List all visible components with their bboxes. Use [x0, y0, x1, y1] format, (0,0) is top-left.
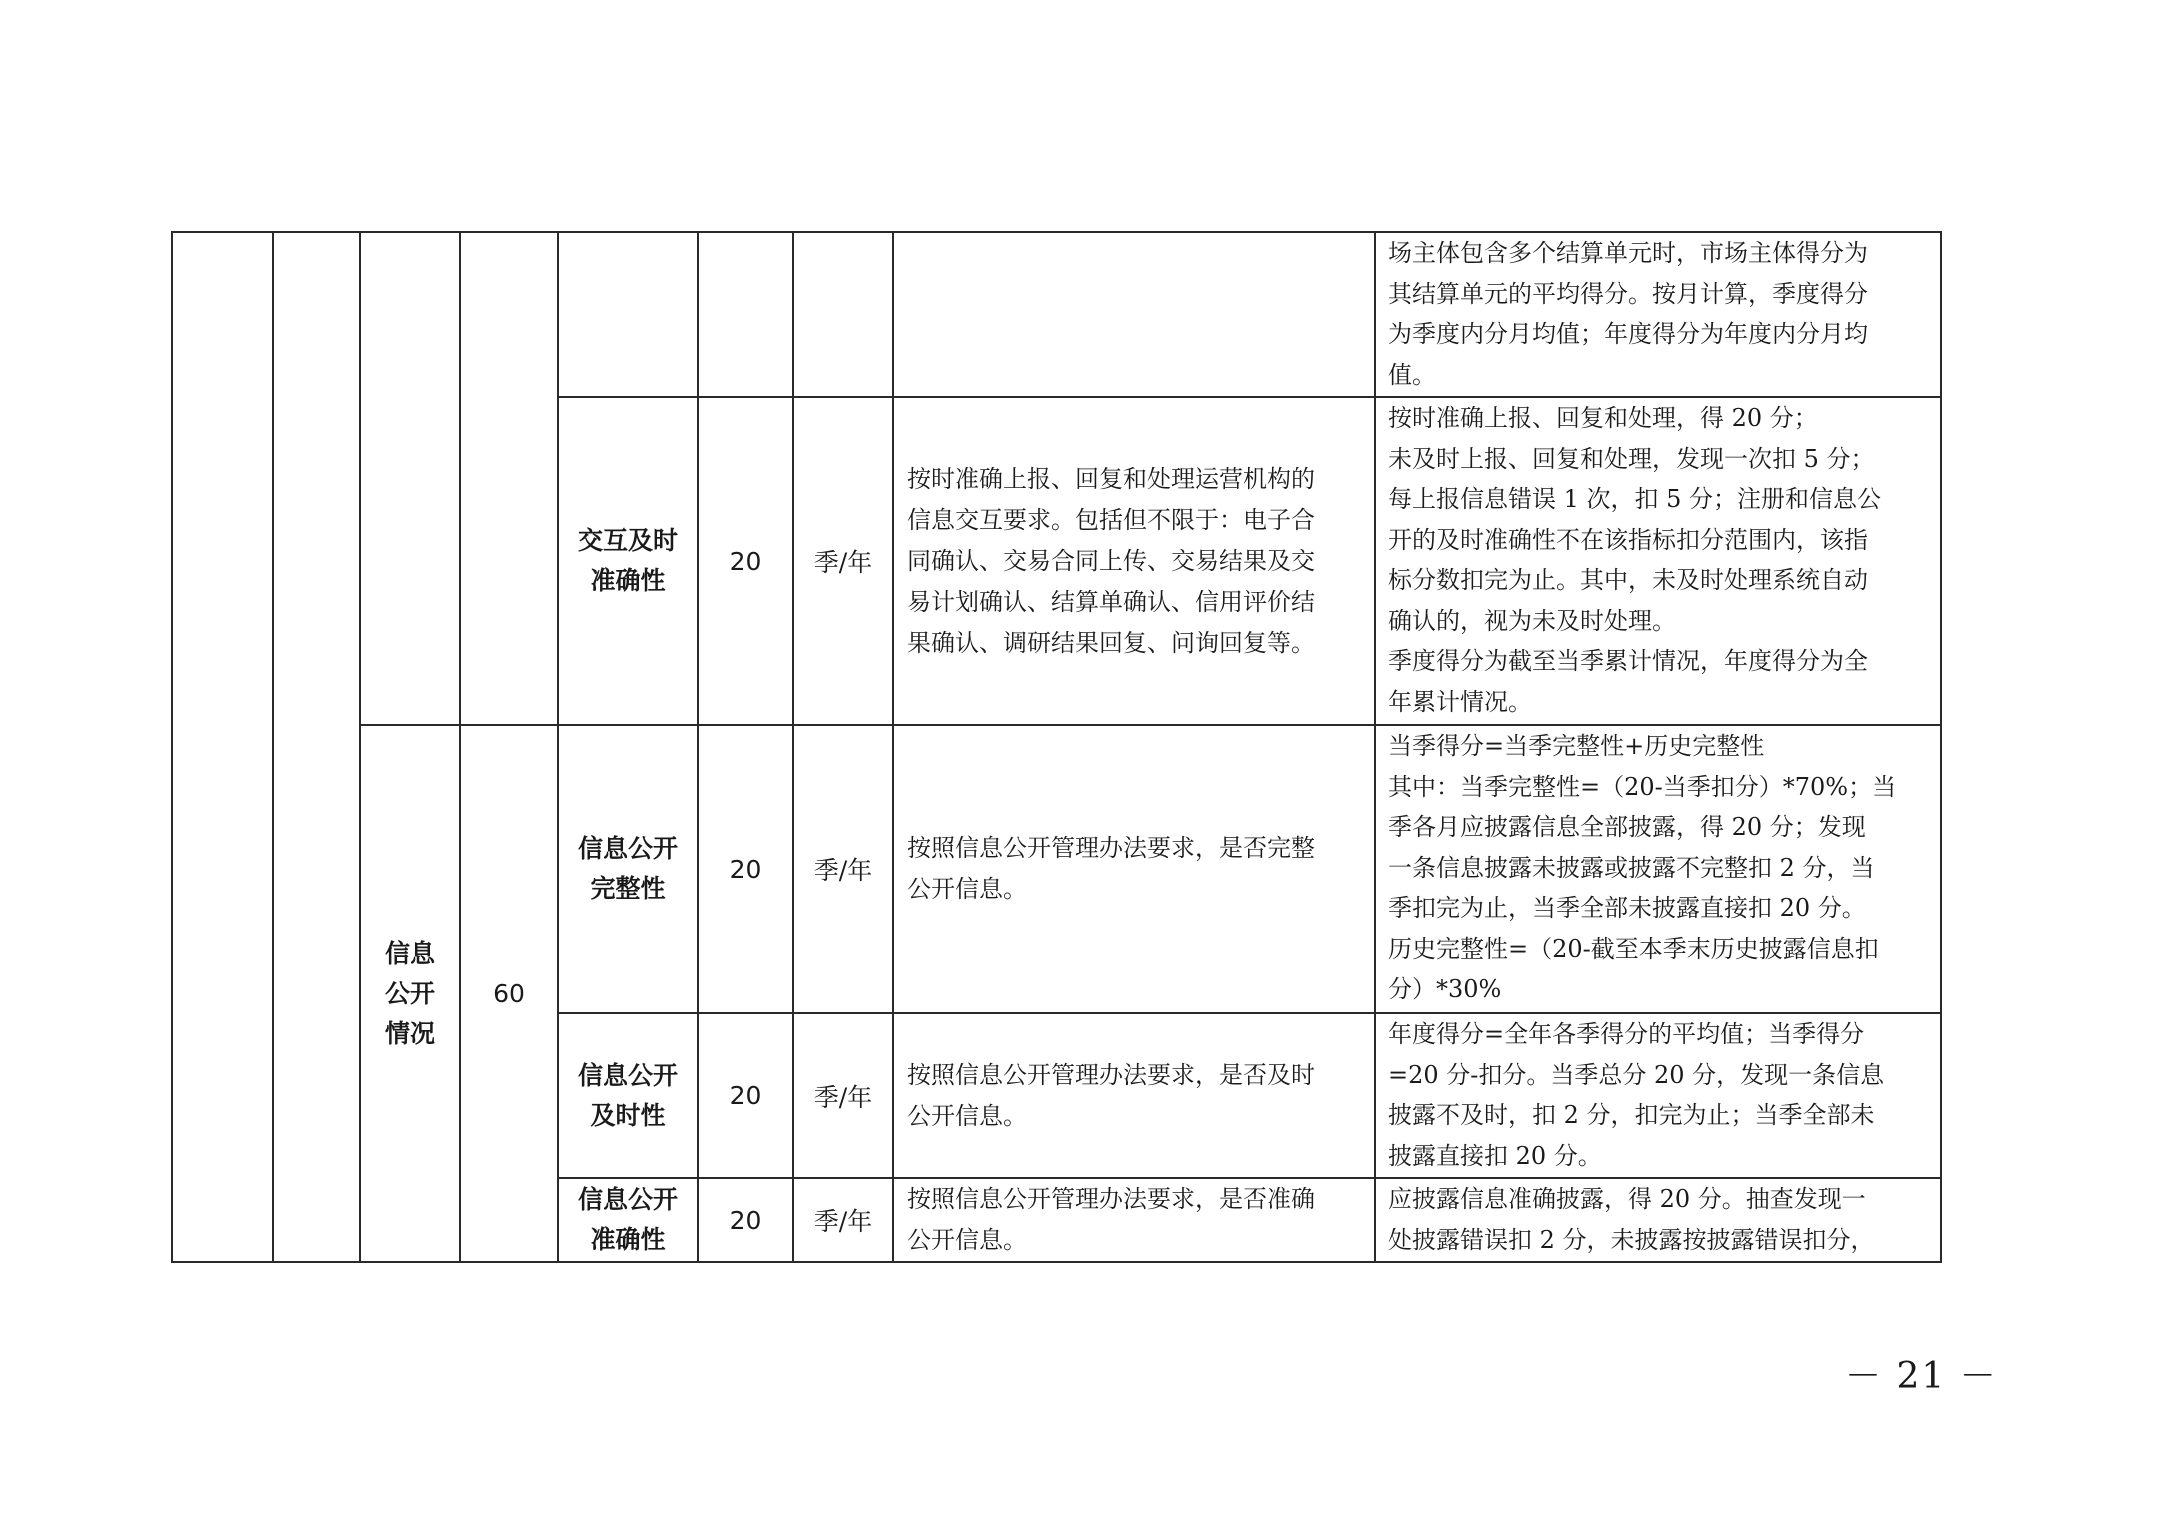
cell-level2-category-empty — [360, 232, 460, 725]
rule-line: 场主体包含多个结算单元时，市场主体得分为 — [1388, 239, 1868, 267]
rule-line: 值。 — [1388, 360, 1436, 389]
cell-indicator-completeness: 信息公开 完整性 — [558, 725, 698, 1013]
cell-content-completeness: 按照信息公开管理办法要求，是否完整 公开信息。 — [893, 725, 1375, 1013]
cell-level2-score-empty — [460, 232, 558, 725]
cell-content-accuracy: 按照信息公开管理办法要求，是否准确 公开信息。 — [893, 1178, 1375, 1262]
cell-category-disclosure: 信息 公开 情况 — [360, 725, 460, 1262]
cell-score-interaction: 20 — [698, 397, 793, 725]
cell-cycle-interaction: 季/年 — [793, 397, 893, 725]
cell-content-timeliness: 按照信息公开管理办法要求，是否及时 公开信息。 — [893, 1013, 1375, 1178]
table-row-settlement-continuation — [172, 232, 1941, 397]
cell-score-completeness: 20 — [698, 725, 793, 1013]
cell-indicator-empty — [558, 232, 698, 397]
cell-content-empty — [893, 232, 1375, 397]
cell-cycle-empty — [793, 232, 893, 397]
rule-line: 为季度内分月均值；年度得分为年度内分月均 — [1388, 320, 1868, 348]
cell-score-accuracy: 20 — [698, 1178, 793, 1262]
cell-indicator-accuracy: 信息公开 准确性 — [558, 1178, 698, 1262]
cell-content-interaction: 按时准确上报、回复和处理运营机构的 信息交互要求。包括但不限于：电子合 同确认、交易合同上传、交易结果及交 易计划确认、结算单确认、信用评价结 果确认、调研结果回复、问询回复等。 — [893, 397, 1375, 725]
cell-indicator-timeliness: 信息公开 及时性 — [558, 1013, 698, 1178]
cell-rule-interaction: 按时准确上报、回复和处理，得 20 分； 未及时上报、回复和处理，发现一次扣 5 分； 每上报信息错误 1 次，扣 5 分；注册和信息公 开的及时准确性不在该指标扣分范围内，该指 标分数扣完为止。其中，未及时处理系统自动 确认的，视为未及时处理。 季度得分为截至当季累计情况，年度得分为全 年累计情况。 — [1375, 397, 1941, 725]
cell-cycle-timeliness: 季/年 — [793, 1013, 893, 1178]
cell-score-empty — [698, 232, 793, 397]
table-row-completeness — [172, 725, 1941, 1013]
cell-rule-settlement — [1375, 232, 1941, 397]
cell-cycle-accuracy: 季/年 — [793, 1178, 893, 1262]
cell-level1-score-empty — [273, 232, 360, 1262]
cell-rule-accuracy: 应披露信息准确披露，得 20 分。抽查发现一 处披露错误扣 2 分，未披露按披露错误扣分， — [1375, 1178, 1941, 1262]
cell-indicator-interaction: 交互及时 准确性 — [558, 397, 698, 725]
rule-line: 其结算单元的平均得分。按月计算，季度得分 — [1388, 279, 1868, 308]
cell-level1-category-empty — [172, 232, 273, 1262]
cell-category-score: 60 — [460, 725, 558, 1262]
page-number: － 21 － — [1845, 1356, 1998, 1397]
cell-rule-timeliness: 年度得分=全年各季得分的平均值；当季得分 =20 分-扣分。当季总分 20 分，发现一条信息 披露不及时，扣 2 分，扣完为止；当季全部未 披露直接扣 20 分。 — [1375, 1013, 1941, 1178]
evaluation-table — [171, 231, 1942, 1263]
cell-cycle-completeness: 季/年 — [793, 725, 893, 1013]
cell-score-timeliness: 20 — [698, 1013, 793, 1178]
cell-rule-completeness: 当季得分=当季完整性+历史完整性 其中：当季完整性=（20-当季扣分）*70%；当 季各月应披露信息全部披露，得 20 分；发现 一条信息披露未披露或披露不完整扣 2 分，当 季扣完为止，当季全部未披露直接扣 20 分。 历史完整性=（20-截至本季末历史披露信息扣 分）*30% — [1375, 725, 1941, 1013]
